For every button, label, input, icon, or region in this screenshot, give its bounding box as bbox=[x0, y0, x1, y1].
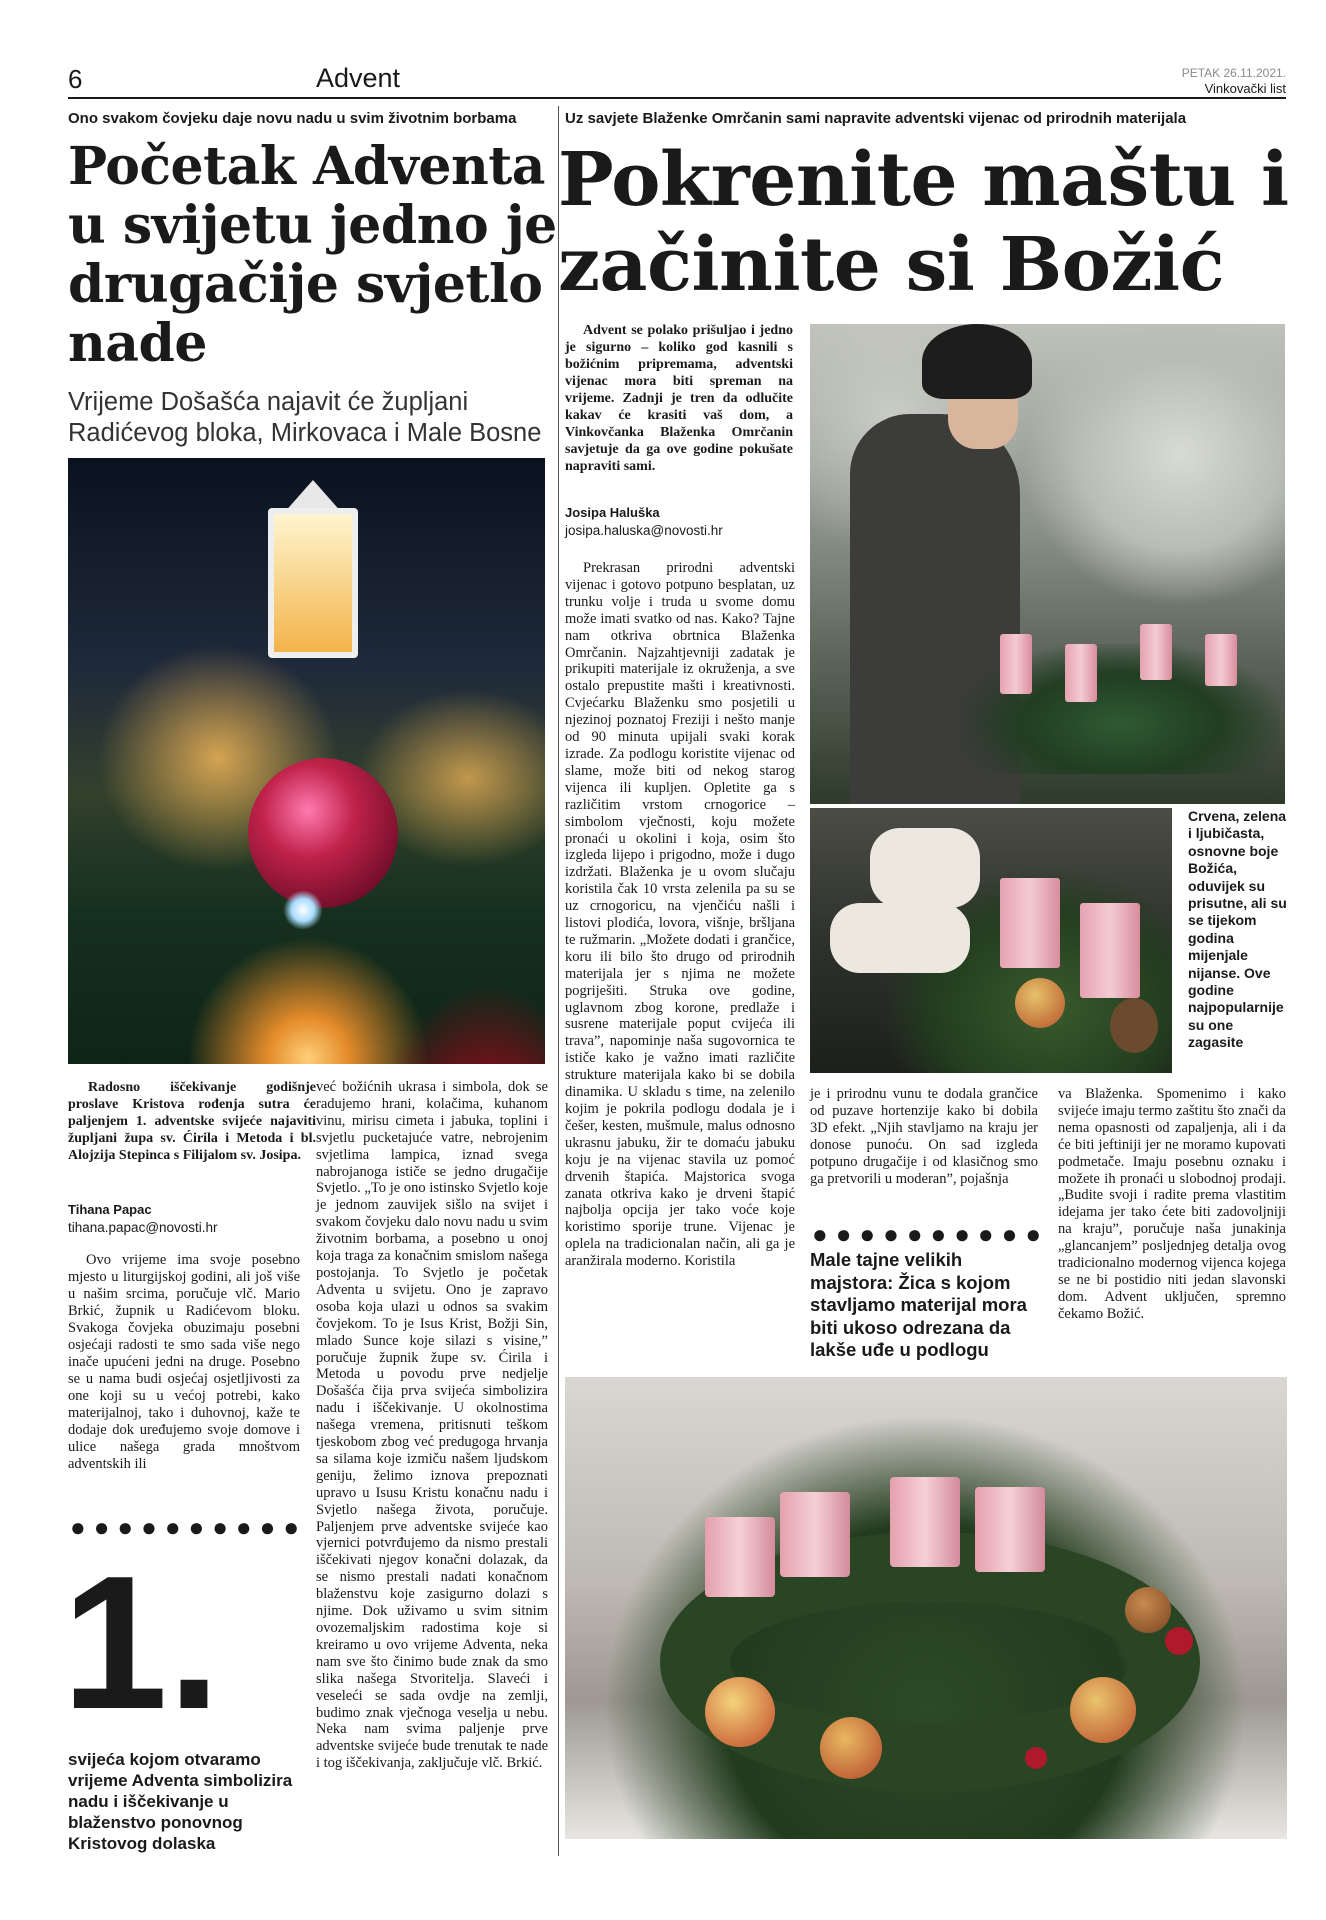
left-glove bbox=[870, 828, 980, 908]
column-divider bbox=[558, 106, 559, 1856]
newspaper-name: Vinkovački list bbox=[1204, 81, 1286, 96]
right-article-title: Pokrenite maštu i začinite si Božić bbox=[558, 137, 1289, 308]
header-divider bbox=[68, 97, 1286, 99]
right-author-email[interactable]: josipa.haluska@novosti.hr bbox=[565, 523, 723, 538]
lantern-wreath-photo bbox=[68, 458, 545, 1064]
wreath-on-table bbox=[960, 644, 1280, 774]
big-numeral: 1. bbox=[62, 1537, 221, 1749]
apple bbox=[1015, 978, 1065, 1028]
apple bbox=[705, 1677, 775, 1747]
candle bbox=[705, 1517, 775, 1597]
pull-quote: Male tajne velikih majstora: Žica s kojom stavljamo materijal mora biti ukoso odrezana da lakše uđe u podlogu bbox=[810, 1249, 1027, 1360]
candle bbox=[1000, 634, 1032, 694]
candle bbox=[1065, 644, 1097, 702]
medlar bbox=[1125, 1587, 1171, 1633]
right-body-column-2: je i prirodnu vunu te dodala grančice od puzave hortenzije kako bi dobila 3D efekt. „Njih stavljamo na kraju jer donose punoću. On sad izgleda potpuno drugačije i od klasičnog smo ga pretvorili u moderan”, pojašnja bbox=[810, 1086, 1038, 1187]
red-bauble bbox=[248, 758, 398, 908]
section-label: Advent bbox=[316, 63, 401, 93]
left-author-name: Tihana Papac bbox=[68, 1202, 152, 1217]
pinecone bbox=[1110, 998, 1158, 1053]
candle bbox=[890, 1477, 960, 1567]
berry bbox=[1165, 1627, 1193, 1655]
candle bbox=[1000, 878, 1060, 968]
right-body-column-1: Prekrasan prirodni adventski vijenac i gotovo potpuno besplatan, uz trunku volje i truda u svome domu može imati svatko od nas. Kako? Tajne nam otkriva obrtnica Blaženka Omrčanin. Najzahtjevniji zadatak je prikupiti materijale iz okruženja, a sve ostalo prepustite mašti i kreativnosti. Cvjećarku Blaženku smo posjetili u njezinoj poznatoj Freziji i nešto manje od 90 minuta upijali svaki korak izrade. Za podlogu koristite vijenac od slame, može biti od nekog starog vijenca ili kupljen. Opletite ga s različitim vrstom crnogorice – simbolom vječnosti, koju možete pronaći u okolini i koja, osim što izgleda lijepo i prigodno, može i dugo izdržati. Blaženka je u ovom slučaju koristila čak 10 vrsta zelenila pa su se uz crnogoricu, na vjenčiću našli i listovi plodića, lovora, višnje, bršljana te ružmarin. „Možete dodati i grančice, koru ili bilo što drugo od prirodnih materijala jer s njima ne možete pogriješiti. Struka ove godine, uglavnom zbog korone, predlaže i susrene materijale poput cvijeća ili trava”, napominje naša sugovornica te ističe kako je važno imati različite strukture materijala kako bi se dobila dinamika. U skladu s time, na zelenilo kojim je pokrila podlogu dodala je i češer, kesten, mušmule, malus odnosno ukrasnu jabuku, žir te domaću jabuku koju je na vijenac stavila uz pomoć drvenih štapića. Majstorica svoga zanata otkriva kako je drveni štapić najbolja opcija jer tako voće koje koristimo sporije trune. Vijenac je oplela na tradicionalan način, ali ga je aranžirala moderno. Koristila bbox=[565, 560, 795, 1270]
dot-separator: ●●●●●●●●●● bbox=[812, 1219, 1050, 1249]
left-body-column-1: Ovo vrijeme ima svoje posebno mjesto u liturgijskoj godini, ali još više u našim srcima, poručuje vlč. Mario Brkić, župnik u Radićevom bloku. Svakoga čovjeka obuzimaju posebni osjećaji radosti te smo sada više nego inače upućeni jedni na druge. Posebno se u nama budi osjećaj osjetljivosti za one koji su u većoj potrebi, kako materijalnoj, tako i duhovnoj, kaže te dodaje dok uređujemo svoje domove i ulice našega grada mnoštvom adventskih ili bbox=[68, 1252, 300, 1472]
candle bbox=[975, 1487, 1045, 1572]
left-photo-caption: Radosno iščekivanje godišnje proslave Kristova rođenja sutra će paljenjem 1. adventske svijeće najaviti župljani župa sv. Ćirila i Metoda i bl. Alojzija Stepinca s Filijalom sv. Josipa. bbox=[68, 1080, 316, 1163]
right-body-column-3: va Blaženka. Spomenimo i kako svijeće imaju termo zaštitu što znači da nema opasnosti od zapaljenja, ali i da će biti jeftiniji jer ne moramo kupovati podmetače. Imaju posebnu oznaku i možete ih pronaći u slobodnoj prodaji. „Budite svoji i radite prema vlastitim idejama jer tako ćete biti zadovoljniji na kraju”, poručuje naša junakinja „glancanjem” posljednjeg detalja ovog tradicionalno modernog vijenca kojega se ne bi postidio niti jedan slavonski dom. Advent uključen, spremno čekamo Božić. bbox=[1058, 1086, 1286, 1322]
right-glove bbox=[830, 903, 970, 973]
left-article-title: Početak Adventa u svijetu jedno je drugačije svjetlo nade bbox=[68, 136, 557, 374]
issue-date: PETAK 26.11.2021. bbox=[1181, 66, 1286, 80]
dot-separator: ●●●●●●●●●● bbox=[70, 1512, 308, 1542]
right-author-name: Josipa Haluška bbox=[565, 505, 660, 520]
candle bbox=[1205, 634, 1237, 686]
lantern bbox=[268, 508, 358, 658]
page-number: 6 bbox=[68, 64, 83, 94]
right-article-kicker: Uz savjete Blaženke Omrčanin sami napravite adventski vijenac od prirodnih materijala bbox=[565, 110, 1187, 127]
candle bbox=[1140, 624, 1172, 680]
hands-photo-caption: Crvena, zelena i ljubičasta, osnovne boje Božića, oduvijek su prisutne, ali su se tijekom godina mijenjale nijanse. Ove godine najpopularnije su one zagasite bbox=[1188, 808, 1287, 1051]
right-article-lead: Advent se polako prišuljao i jedno je sigurno – koliko god kasnili s božićnim pripremama, adventski vijenac mora biti spreman na vrijeme. Zadnji je tren da odlučite kakav će krasiti vaš dom, a Vinkovčanka Blaženka Omrčanin savjetuje da ga ove godine pokušate napraviti sami. bbox=[565, 323, 793, 474]
numeral-caption: svijeća kojom otvaramo vrijeme Adventa simbolizira nadu i iščekivanje u blaženstvo ponovnog Kristovog dolaska bbox=[68, 1750, 293, 1853]
advent-wreath-photo bbox=[565, 1377, 1287, 1839]
apple bbox=[820, 1717, 882, 1779]
florist-photo bbox=[810, 324, 1285, 804]
candle bbox=[780, 1492, 850, 1577]
apple bbox=[1070, 1677, 1136, 1743]
florist-hat bbox=[922, 324, 1032, 399]
berry bbox=[1025, 1747, 1047, 1769]
light-glow bbox=[283, 890, 323, 930]
left-author-email[interactable]: tihana.papac@novosti.hr bbox=[68, 1220, 218, 1235]
left-article-deck: Vrijeme Došašća najavit će župljani Radićevog bloka, Mirkovaca i Male Bosne bbox=[68, 388, 542, 447]
left-article-kicker: Ono svakom čovjeku daje novu nadu u svim životnim borbama bbox=[68, 110, 517, 127]
left-body-column-2: već božićnih ukrasa i simbola, dok se radujemo hrani, kolačima, kuhanom vinu, mirisu cimeta i jabuka, toplini i svjetlu pucketajuće vatre, nebrojenim svjetlima lampica, iznad svega nabrojanoga ističe se jedno drugačije Svjetlo. „To je ono istinsko Svjetlo koje je jednom zauvijek sišlo na svijet i svakom čovjeku dalo novu nadu u svim životnim borbama, a posebno u onoj koja traga za konačnim smislom našega postojanja. To Svjetlo je početak Adventa u svijetu. Ono je zapravo osoba koja ulazi u odnos sa svakim čovjekom. To je Isus Krist, Božji Sin, mlado Sunce koje silazi s visine,” poručuje župnik župe sv. Ćirila i Metoda u povodu prve nedjelje Došašća čija prva svijeća simbolizira nadu i iščekivanje. U okolnostima našega vremena, pritisnuti teškom tjeskobom zbog već predugoga hrvanja sa silama koje izmiču našem ljudskom geniju, želimo iznova prepoznati upravo u Isusu Kristu konačnu nadu i Svjetlo našega života, poručuje. Paljenjem prve adventske svijeće kao vjernici potvrđujemo da nismo prestali iščekivati njegov konačni dolazak, da se nismo prestali nadati konačnom blaženstvu koje zasigurno dolazi s njime. Dok uživamo u svim sitnim ovozemaljskim radostima koje si kreiramo u ovo vrijeme Adventa, neka nam sve što činimo bude znak da smo slika našega Stvoritelja. Slaveći i veseleći se sada ovdje na zemlji, budimo znak vječnoga veselja u nebu. Neka nam svima paljenje prve adventske svijeće bude trenutak te nade i tog iščekivanja, zaključuje vlč. Brkić. bbox=[316, 1079, 548, 1772]
wreath-hands-photo bbox=[810, 808, 1172, 1073]
candle bbox=[1080, 903, 1140, 998]
